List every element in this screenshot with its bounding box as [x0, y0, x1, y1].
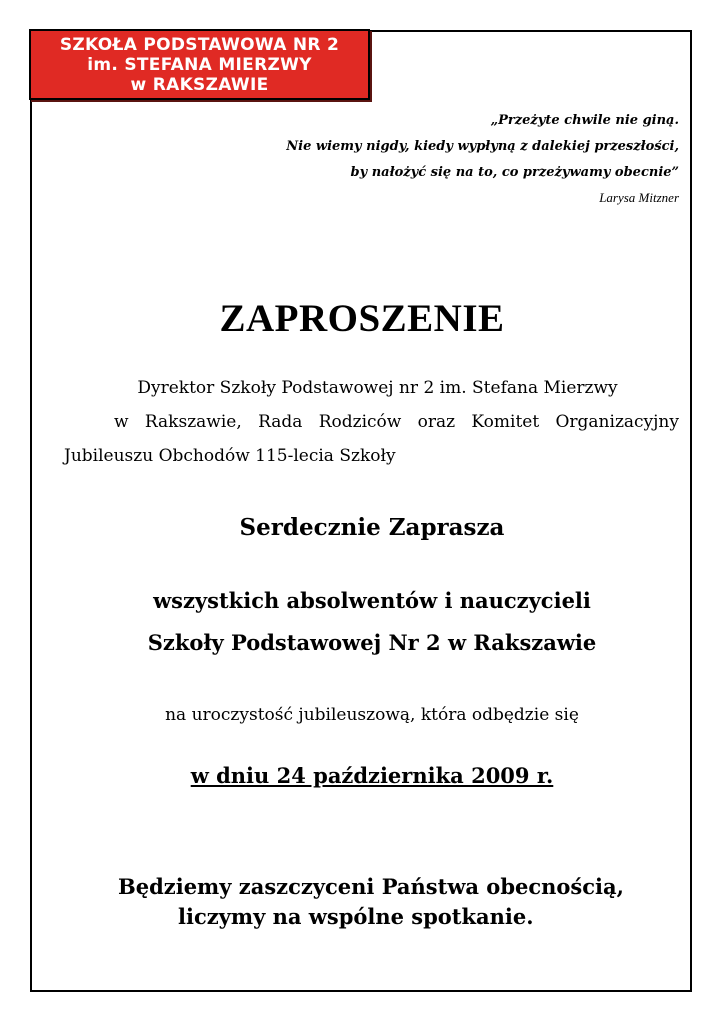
intro-line-2: w Rakszawie, Rada Rodziców oraz Komitet Organizacyjny	[114, 412, 679, 432]
intro-paragraph	[64, 372, 679, 472]
invite-heading: Serdecznie Zaprasza	[239, 514, 505, 541]
event-date	[0, 763, 724, 788]
school-logo-banner	[29, 29, 370, 100]
logo-line-2: im. STEFANA MIERZWY	[87, 54, 312, 75]
quote-author: Larysa Mitzner	[599, 190, 679, 205]
closing-line-1: Będziemy zaszczyceni Państwa obecnością,	[118, 874, 624, 899]
epigraph-quote	[199, 108, 679, 208]
logo-line-1: SZKOŁA PODSTAWOWA NR 2	[59, 34, 340, 55]
closing-text	[118, 872, 698, 932]
quote-line-2: Nie wiemy nigdy, kiedy wypłyną z dalekiej przeszłości,	[286, 139, 679, 154]
occasion-text: na uroczystość jubileuszową, która odbędzie się	[165, 705, 579, 725]
page-title: ZAPROSZENIE	[219, 297, 505, 340]
closing-line-2: liczymy na wspólne spotkanie.	[178, 904, 534, 929]
audience-line-1: wszystkich absolwentów i nauczycieli	[153, 588, 591, 613]
quote-line-1: „Przeżyte chwile nie giną.	[490, 113, 679, 128]
quote-line-3: by nałożyć się na to, co przeżywamy obecnie”	[350, 165, 679, 180]
audience-line-2: Szkoły Podstawowej Nr 2 w Rakszawie	[147, 630, 597, 655]
logo-line-3: w RAKSZAWIE	[130, 74, 269, 95]
event-date-text: w dniu 24 października 2009 r.	[190, 763, 554, 788]
intro-line-1: Dyrektor Szkoły Podstawowej nr 2 im. Stefana Mierzwy	[137, 378, 618, 398]
intro-line-3: Jubileuszu Obchodów 115-lecia Szkoły	[64, 446, 396, 466]
